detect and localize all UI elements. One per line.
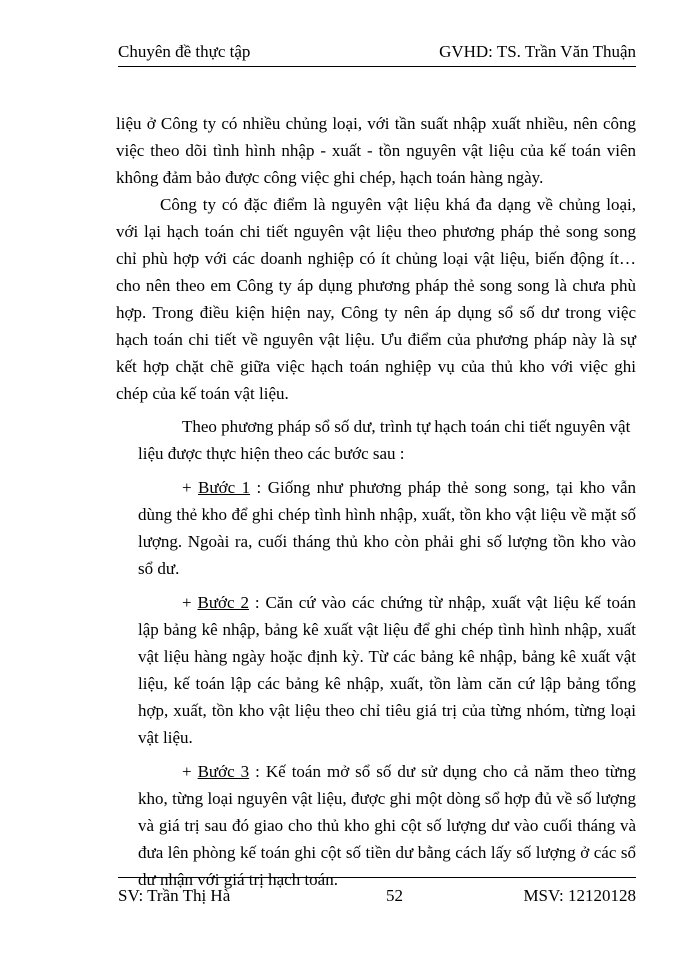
step-2 bbox=[116, 589, 636, 751]
step-1 bbox=[116, 474, 636, 582]
page-body bbox=[116, 110, 636, 893]
step-2-prefix: + bbox=[182, 593, 198, 612]
footer-student-id: MSV: 12120128 bbox=[523, 886, 636, 905]
step-1-label: Bước 1 bbox=[198, 478, 251, 497]
step-3-label: Bước 3 bbox=[197, 762, 250, 781]
paragraph-1: liệu ở Công ty có nhiều chủng loại, với tần suất nhập xuất nhiều, nên công việc theo dõi tình hình nhập - xuất - tồn nguyên vật liệu của kế toán viên không đảm bảo được công việc ghi chép, hạch toán hàng ngày. bbox=[116, 114, 636, 187]
step-1-prefix: + bbox=[182, 478, 199, 497]
step-3 bbox=[116, 758, 636, 893]
step-2-label: Bước 2 bbox=[197, 593, 249, 612]
header-course-title: Chuyên đề thực tập bbox=[118, 42, 251, 61]
paragraph-2: Công ty có đặc điểm là nguyên vật liệu khá đa dạng về chủng loại, với lại hạch toán chi tiết nguyên vật liệu theo phương pháp thẻ song song chỉ phù hợp với các doanh nghiệp có ít chủng loại vật liệu, biến động ít…cho nên theo em Công ty áp dụng phương pháp thẻ song song là chưa phù hợp. Trong điều kiện hiện nay, Công ty nên áp dụng sổ số dư trong việc hạch toán chi tiết về nguyên vật liệu. Ưu điểm của phương pháp này là sự kết hợp chặt chẽ giữa việc hạch toán nghiệp vụ của thủ kho với việc ghi chép của kế toán vật liệu. bbox=[116, 195, 636, 403]
step-3-text: : Kế toán mở sổ số dư sử dụng cho cả năm theo từng kho, từng loại nguyên vật liệu, được ghi một dòng sổ hợp đủ về số lượng và giá trị sau đó giao cho thủ kho ghi cột số lượng dư vào cuối tháng và đưa lên phòng kế toán ghi cột số tiền dư bằng cách lấy số lượng ở các sổ dư nhận với giá trị hạch toán. bbox=[138, 762, 637, 889]
footer-student: SV: Trần Thị Hà bbox=[118, 886, 231, 905]
step-2-text: : Căn cứ vào các chứng từ nhập, xuất vật liệu kế toán lập bảng kê nhập, bảng kê xuất vật liệu để ghi chép tình hình nhập, xuất vật liệu hàng ngày hoặc định kỳ. Từ các bảng kê nhập, bảng kê xuất vật liệu, kế toán lập các bảng kê nhập, xuất, tồn làm căn cứ lập bảng tổng hợp, xuất, tồn kho vật liệu theo chỉ tiêu giá trị của từng nhóm, từng loại vật liệu. bbox=[138, 593, 636, 747]
paragraph-method-intro bbox=[116, 413, 636, 467]
page-number: 52 bbox=[386, 886, 403, 905]
header-supervisor: GVHD: TS. Trần Văn Thuận bbox=[439, 42, 636, 61]
page-header bbox=[118, 38, 636, 67]
page-footer bbox=[118, 877, 636, 908]
step-1-text: : Giống như phương pháp thẻ song song, tại kho vẫn dùng thẻ kho để ghi chép tình hình nhập, xuất, tồn kho vật liệu về mặt số lượng. Ngoài ra, cuối tháng thủ kho còn phải ghi số lượng tồn kho vào sổ dư. bbox=[138, 478, 636, 578]
step-3-prefix: + bbox=[182, 762, 198, 781]
method-intro-line-1: Theo phương pháp sổ số dư, trình tự hạch toán chi tiết nguyên vật bbox=[182, 417, 631, 436]
method-intro-line-2: liệu được thực hiện theo các bước sau : bbox=[138, 444, 405, 463]
